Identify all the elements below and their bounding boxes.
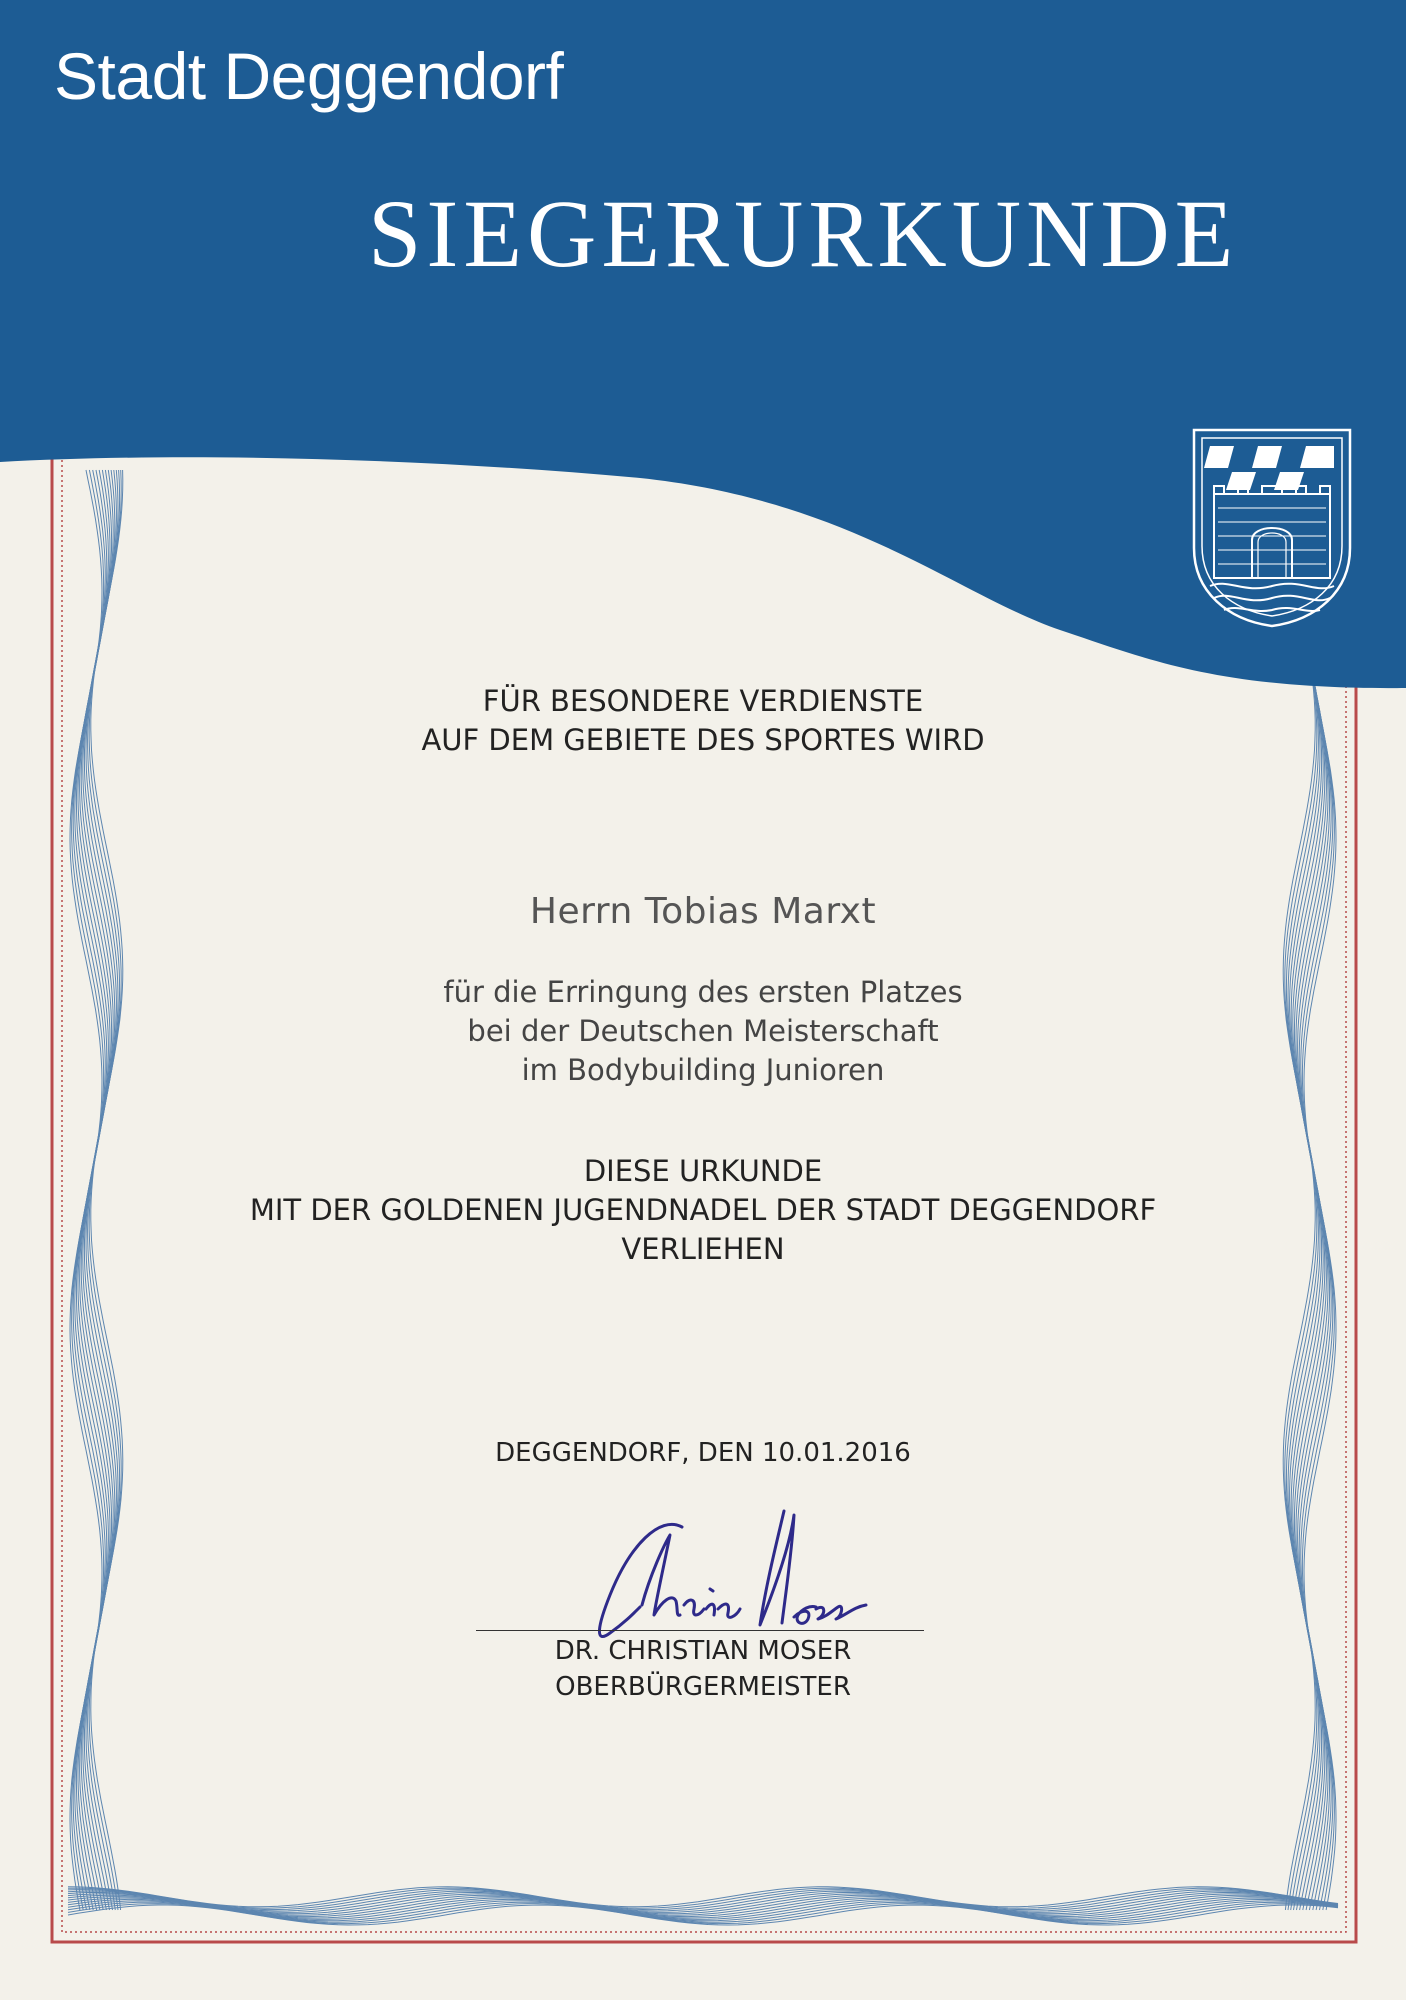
- award-line: DIESE URKUNDE: [583, 1154, 823, 1188]
- place-date: DEGGENDORF, DEN 10.01.2016: [495, 1438, 911, 1468]
- reason-text: [0, 973, 1406, 1090]
- signer-title: OBERBÜRGERMEISTER: [555, 1672, 851, 1702]
- intro-line: FÜR BESONDERE VERDIENSTE: [482, 684, 924, 718]
- award-line: VERLIEHEN: [621, 1232, 785, 1266]
- reason-line: im Bodybuilding Junioren: [521, 1053, 885, 1087]
- intro-line: AUF DEM GEBIETE DES SPORTES WIRD: [421, 723, 985, 757]
- reason-line: bei der Deutschen Meisterschaft: [467, 1014, 939, 1048]
- recipient-name: Herrn Tobias Marxt: [529, 891, 877, 932]
- signer-name: DR. CHRISTIAN MOSER: [554, 1636, 852, 1666]
- handwritten-signature: [580, 1505, 880, 1655]
- award-line: MIT DER GOLDENEN JUGENDNADEL DER STADT DEGGENDORF: [249, 1193, 1157, 1227]
- city-title: Stadt Deggendorf: [54, 39, 564, 113]
- signature-line: [476, 1630, 924, 1631]
- certificate-heading: SIEGERURKUNDE: [368, 180, 1239, 287]
- deggendorf-coat-of-arms-icon: [1188, 424, 1356, 630]
- award-text: [0, 1152, 1406, 1269]
- reason-line: für die Erringung des ersten Platzes: [443, 975, 963, 1009]
- intro-text: [0, 682, 1406, 760]
